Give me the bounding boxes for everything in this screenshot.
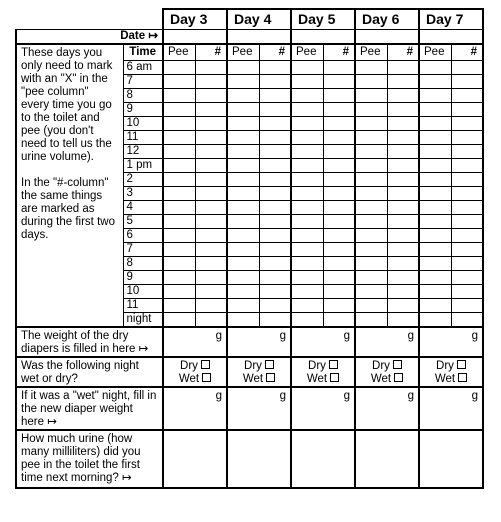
dry-weight-cell[interactable]: g xyxy=(291,327,355,357)
count-entry-cell[interactable] xyxy=(259,298,291,312)
count-entry-cell[interactable] xyxy=(195,242,227,256)
count-entry-cell[interactable] xyxy=(323,88,355,102)
count-entry-cell[interactable] xyxy=(195,214,227,228)
pee-entry-cell[interactable] xyxy=(419,298,451,312)
wet-weight-label: If it was a "wet" night, fill in the new diaper weight here ↦ xyxy=(16,387,163,430)
time-cell: 1 pm xyxy=(123,158,163,172)
corner-blank xyxy=(16,9,163,29)
pee-entry-cell[interactable] xyxy=(419,172,451,186)
pee-entry-cell[interactable] xyxy=(291,270,323,284)
time-cell: 11 xyxy=(123,130,163,144)
count-entry-cell[interactable] xyxy=(387,172,419,186)
dry-checkbox-icon xyxy=(329,360,338,369)
morning-urine-cell[interactable] xyxy=(419,430,483,488)
dry-wet-cell xyxy=(419,357,483,387)
count-entry-cell[interactable] xyxy=(259,130,291,144)
pee-entry-cell[interactable] xyxy=(163,312,195,327)
pee-entry-cell[interactable] xyxy=(163,214,195,228)
pee-entry-cell[interactable] xyxy=(355,74,387,88)
dry-weight-cell[interactable]: g xyxy=(163,327,227,357)
count-entry-cell[interactable] xyxy=(387,102,419,116)
count-entry-cell[interactable] xyxy=(323,186,355,200)
morning-urine-cell[interactable] xyxy=(291,430,355,488)
dry-weight-cell[interactable]: g xyxy=(355,327,419,357)
wet-weight-cell[interactable]: g xyxy=(291,387,355,430)
pee-entry-cell[interactable] xyxy=(355,116,387,130)
pee-entry-cell[interactable] xyxy=(291,88,323,102)
wet-weight-cell[interactable]: g xyxy=(227,387,291,430)
count-entry-cell[interactable] xyxy=(451,172,483,186)
dry-wet-cell xyxy=(355,357,419,387)
pee-entry-cell[interactable] xyxy=(227,242,259,256)
pee-entry-cell[interactable] xyxy=(227,88,259,102)
count-entry-cell[interactable] xyxy=(259,214,291,228)
day-header: Day 5 xyxy=(291,9,355,29)
wet-checkbox-icon xyxy=(458,373,467,382)
dry-option[interactable] xyxy=(228,360,290,373)
count-entry-cell[interactable] xyxy=(195,60,227,74)
count-entry-cell[interactable] xyxy=(387,88,419,102)
count-entry-cell[interactable] xyxy=(259,144,291,158)
count-entry-cell[interactable] xyxy=(195,298,227,312)
table-row xyxy=(16,387,483,430)
dry-label: Dry xyxy=(244,359,262,372)
count-entry-cell[interactable] xyxy=(195,270,227,284)
wet-checkbox-icon xyxy=(202,373,211,382)
count-entry-cell[interactable] xyxy=(451,200,483,214)
table-row xyxy=(16,29,483,44)
count-entry-cell[interactable] xyxy=(451,256,483,270)
count-entry-cell[interactable] xyxy=(387,298,419,312)
count-entry-cell[interactable] xyxy=(323,158,355,172)
pee-entry-cell[interactable] xyxy=(291,214,323,228)
pee-entry-cell[interactable] xyxy=(355,200,387,214)
table-row xyxy=(16,357,483,387)
count-entry-cell[interactable] xyxy=(387,312,419,327)
pee-entry-cell[interactable] xyxy=(227,298,259,312)
pee-entry-cell[interactable] xyxy=(291,284,323,298)
count-entry-cell[interactable] xyxy=(323,144,355,158)
wet-checkbox-icon xyxy=(266,373,275,382)
pee-entry-cell[interactable] xyxy=(291,186,323,200)
pee-entry-cell[interactable] xyxy=(419,186,451,200)
count-entry-cell[interactable] xyxy=(195,200,227,214)
pee-entry-cell[interactable] xyxy=(227,312,259,327)
instructions-count: In the "#-column" the same things are marked as during the first two days. xyxy=(21,177,115,241)
count-entry-cell[interactable] xyxy=(259,102,291,116)
count-entry-cell[interactable] xyxy=(195,312,227,327)
count-entry-cell[interactable] xyxy=(323,228,355,242)
pee-entry-cell[interactable] xyxy=(163,200,195,214)
pee-entry-cell[interactable] xyxy=(227,284,259,298)
table-row xyxy=(16,430,483,488)
time-cell: 2 xyxy=(123,172,163,186)
count-entry-cell[interactable] xyxy=(451,186,483,200)
pee-column-header: Pee xyxy=(291,44,323,60)
date-cell[interactable] xyxy=(355,29,419,44)
pee-column-header: Pee xyxy=(419,44,451,60)
time-cell: 5 xyxy=(123,214,163,228)
dry-option[interactable] xyxy=(356,360,418,373)
dry-option[interactable] xyxy=(164,360,226,373)
count-entry-cell[interactable] xyxy=(195,228,227,242)
count-entry-cell[interactable] xyxy=(387,214,419,228)
count-entry-cell[interactable] xyxy=(259,270,291,284)
pee-entry-cell[interactable] xyxy=(163,228,195,242)
count-entry-cell[interactable] xyxy=(259,88,291,102)
count-entry-cell[interactable] xyxy=(259,228,291,242)
count-entry-cell[interactable] xyxy=(387,228,419,242)
count-entry-cell[interactable] xyxy=(387,116,419,130)
wet-label: Wet xyxy=(242,372,264,385)
pee-entry-cell[interactable] xyxy=(419,116,451,130)
pee-entry-cell[interactable] xyxy=(419,130,451,144)
pee-entry-cell[interactable] xyxy=(419,88,451,102)
wet-option[interactable] xyxy=(420,373,482,386)
pee-entry-cell[interactable] xyxy=(163,270,195,284)
dry-checkbox-icon xyxy=(393,360,402,369)
night-question-label: Was the following night wet or dry? xyxy=(16,357,163,387)
pee-entry-cell[interactable] xyxy=(355,186,387,200)
count-entry-cell[interactable] xyxy=(451,102,483,116)
pee-entry-cell[interactable] xyxy=(227,228,259,242)
time-cell: 7 xyxy=(123,242,163,256)
wet-weight-cell[interactable]: g xyxy=(355,387,419,430)
dry-weight-label: The weight of the dry diapers is filled in here ↦ xyxy=(16,327,163,357)
pee-entry-cell[interactable] xyxy=(355,158,387,172)
count-entry-cell[interactable] xyxy=(195,158,227,172)
table-row xyxy=(16,44,483,60)
count-entry-cell[interactable] xyxy=(195,172,227,186)
count-entry-cell[interactable] xyxy=(323,256,355,270)
pee-entry-cell[interactable] xyxy=(163,172,195,186)
count-entry-cell[interactable] xyxy=(259,186,291,200)
pee-entry-cell[interactable] xyxy=(355,284,387,298)
count-entry-cell[interactable] xyxy=(195,74,227,88)
day-header: Day 4 xyxy=(227,9,291,29)
dry-checkbox-icon xyxy=(201,360,210,369)
time-cell: 6 am xyxy=(123,60,163,74)
pee-entry-cell[interactable] xyxy=(291,116,323,130)
count-entry-cell[interactable] xyxy=(323,102,355,116)
pee-entry-cell[interactable] xyxy=(163,158,195,172)
pee-entry-cell[interactable] xyxy=(163,242,195,256)
count-entry-cell[interactable] xyxy=(387,130,419,144)
count-entry-cell[interactable] xyxy=(259,116,291,130)
pee-entry-cell[interactable] xyxy=(291,228,323,242)
time-cell: 10 xyxy=(123,116,163,130)
pee-entry-cell[interactable] xyxy=(419,256,451,270)
count-entry-cell[interactable] xyxy=(323,242,355,256)
pee-entry-cell[interactable] xyxy=(419,74,451,88)
wet-option[interactable] xyxy=(164,373,226,386)
pee-entry-cell[interactable] xyxy=(355,88,387,102)
day-header: Day 7 xyxy=(419,9,483,29)
pee-entry-cell[interactable] xyxy=(419,270,451,284)
pee-entry-cell[interactable] xyxy=(227,130,259,144)
pee-entry-cell[interactable] xyxy=(291,158,323,172)
morning-urine-cell[interactable] xyxy=(227,430,291,488)
dry-label: Dry xyxy=(372,359,390,372)
count-entry-cell[interactable] xyxy=(387,270,419,284)
pee-entry-cell[interactable] xyxy=(227,60,259,74)
pee-entry-cell[interactable] xyxy=(419,242,451,256)
dry-label: Dry xyxy=(436,359,454,372)
count-entry-cell[interactable] xyxy=(323,130,355,144)
pee-entry-cell[interactable] xyxy=(163,284,195,298)
count-entry-cell[interactable] xyxy=(387,144,419,158)
count-entry-cell[interactable] xyxy=(387,256,419,270)
pee-entry-cell[interactable] xyxy=(355,214,387,228)
count-column-header: # xyxy=(195,44,227,60)
count-column-header: # xyxy=(259,44,291,60)
count-entry-cell[interactable] xyxy=(387,242,419,256)
pee-entry-cell[interactable] xyxy=(355,172,387,186)
pee-entry-cell[interactable] xyxy=(163,60,195,74)
wet-checkbox-icon xyxy=(394,373,403,382)
wet-label: Wet xyxy=(434,372,456,385)
count-column-header: # xyxy=(387,44,419,60)
count-entry-cell[interactable] xyxy=(387,60,419,74)
count-entry-cell[interactable] xyxy=(259,200,291,214)
wet-option[interactable] xyxy=(292,373,354,386)
count-column-header: # xyxy=(451,44,483,60)
pee-entry-cell[interactable] xyxy=(419,214,451,228)
count-entry-cell[interactable] xyxy=(259,74,291,88)
wet-weight-cell[interactable]: g xyxy=(419,387,483,430)
count-entry-cell[interactable] xyxy=(195,130,227,144)
pee-entry-cell[interactable] xyxy=(291,256,323,270)
dry-option[interactable] xyxy=(420,360,482,373)
dry-wet-cell xyxy=(227,357,291,387)
pee-entry-cell[interactable] xyxy=(291,172,323,186)
time-cell: 9 xyxy=(123,102,163,116)
pee-entry-cell[interactable] xyxy=(291,130,323,144)
dry-checkbox-icon xyxy=(457,360,466,369)
dry-checkbox-icon xyxy=(265,360,274,369)
pee-entry-cell[interactable] xyxy=(163,88,195,102)
pee-entry-cell[interactable] xyxy=(291,242,323,256)
instructions-note xyxy=(16,44,123,327)
count-entry-cell[interactable] xyxy=(387,74,419,88)
pee-entry-cell[interactable] xyxy=(419,144,451,158)
day-header: Day 6 xyxy=(355,9,419,29)
wet-label: Wet xyxy=(178,372,200,385)
time-cell: 11 xyxy=(123,298,163,312)
pee-entry-cell[interactable] xyxy=(419,312,451,327)
pee-column-header: Pee xyxy=(355,44,387,60)
time-cell: 9 xyxy=(123,270,163,284)
dry-weight-cell[interactable]: g xyxy=(419,327,483,357)
count-entry-cell[interactable] xyxy=(195,256,227,270)
day-header: Day 3 xyxy=(163,9,227,29)
pee-entry-cell[interactable] xyxy=(419,284,451,298)
count-entry-cell[interactable] xyxy=(451,214,483,228)
dry-weight-cell[interactable]: g xyxy=(227,327,291,357)
pee-entry-cell[interactable] xyxy=(227,74,259,88)
count-entry-cell[interactable] xyxy=(323,200,355,214)
pee-entry-cell[interactable] xyxy=(163,186,195,200)
time-cell: 7 xyxy=(123,74,163,88)
count-entry-cell[interactable] xyxy=(451,60,483,74)
count-entry-cell[interactable] xyxy=(451,284,483,298)
morning-urine-cell[interactable] xyxy=(355,430,419,488)
count-column-header: # xyxy=(323,44,355,60)
count-entry-cell[interactable] xyxy=(195,88,227,102)
pee-entry-cell[interactable] xyxy=(227,116,259,130)
table-row xyxy=(16,327,483,357)
time-cell: 4 xyxy=(123,200,163,214)
count-entry-cell[interactable] xyxy=(323,270,355,284)
pee-entry-cell[interactable] xyxy=(163,144,195,158)
pee-entry-cell[interactable] xyxy=(419,228,451,242)
count-entry-cell[interactable] xyxy=(451,158,483,172)
count-entry-cell[interactable] xyxy=(195,116,227,130)
wet-label: Wet xyxy=(370,372,392,385)
pee-entry-cell[interactable] xyxy=(227,158,259,172)
count-entry-cell[interactable] xyxy=(259,172,291,186)
pee-entry-cell[interactable] xyxy=(419,158,451,172)
date-label: Date ↦ xyxy=(16,29,163,44)
pee-column-header: Pee xyxy=(227,44,259,60)
wet-option[interactable] xyxy=(228,373,290,386)
time-cell: 8 xyxy=(123,256,163,270)
pee-entry-cell[interactable] xyxy=(163,74,195,88)
count-entry-cell[interactable] xyxy=(323,60,355,74)
morning-urine-cell[interactable] xyxy=(163,430,227,488)
pee-entry-cell[interactable] xyxy=(291,312,323,327)
instructions-pee: These days you only need to mark with an "X" in the "pee column" every time you go to the toilet and pee (you don't need to tell us the urine volume). xyxy=(21,47,113,163)
count-entry-cell[interactable] xyxy=(195,284,227,298)
pee-entry-cell[interactable] xyxy=(227,214,259,228)
count-entry-cell[interactable] xyxy=(323,298,355,312)
pee-entry-cell[interactable] xyxy=(227,256,259,270)
count-entry-cell[interactable] xyxy=(387,284,419,298)
count-entry-cell[interactable] xyxy=(323,172,355,186)
pee-entry-cell[interactable] xyxy=(355,298,387,312)
date-cell[interactable] xyxy=(419,29,483,44)
dry-option[interactable] xyxy=(292,360,354,373)
time-header: Time xyxy=(123,44,163,60)
pee-entry-cell[interactable] xyxy=(227,200,259,214)
date-cell[interactable] xyxy=(291,29,355,44)
wet-label: Wet xyxy=(306,372,328,385)
pee-entry-cell[interactable] xyxy=(419,200,451,214)
pee-column-header: Pee xyxy=(163,44,195,60)
pee-entry-cell[interactable] xyxy=(227,186,259,200)
pee-entry-cell[interactable] xyxy=(291,60,323,74)
pee-entry-cell[interactable] xyxy=(227,144,259,158)
count-entry-cell[interactable] xyxy=(451,228,483,242)
count-entry-cell[interactable] xyxy=(259,60,291,74)
count-entry-cell[interactable] xyxy=(451,88,483,102)
wet-weight-cell[interactable]: g xyxy=(163,387,227,430)
date-cell[interactable] xyxy=(227,29,291,44)
count-entry-cell[interactable] xyxy=(451,116,483,130)
count-entry-cell[interactable] xyxy=(387,158,419,172)
time-cell: night xyxy=(123,312,163,327)
count-entry-cell[interactable] xyxy=(451,74,483,88)
dry-label: Dry xyxy=(308,359,326,372)
pee-entry-cell[interactable] xyxy=(291,74,323,88)
pee-entry-cell[interactable] xyxy=(355,270,387,284)
voiding-diary-table xyxy=(15,8,484,489)
pee-entry-cell[interactable] xyxy=(355,60,387,74)
time-cell: 6 xyxy=(123,228,163,242)
pee-entry-cell[interactable] xyxy=(355,144,387,158)
count-entry-cell[interactable] xyxy=(323,74,355,88)
count-entry-cell[interactable] xyxy=(195,144,227,158)
pee-entry-cell[interactable] xyxy=(291,102,323,116)
count-entry-cell[interactable] xyxy=(259,312,291,327)
wet-checkbox-icon xyxy=(330,373,339,382)
count-entry-cell[interactable] xyxy=(259,256,291,270)
morning-urine-label: How much urine (how many milliliters) did you pee in the toilet the first time next morning? ↦ xyxy=(16,430,163,488)
dry-wet-cell xyxy=(163,357,227,387)
pee-entry-cell[interactable] xyxy=(163,256,195,270)
count-entry-cell[interactable] xyxy=(451,312,483,327)
count-entry-cell[interactable] xyxy=(451,298,483,312)
count-entry-cell[interactable] xyxy=(323,116,355,130)
table-row xyxy=(16,9,483,29)
count-entry-cell[interactable] xyxy=(259,284,291,298)
count-entry-cell[interactable] xyxy=(323,284,355,298)
wet-option[interactable] xyxy=(356,373,418,386)
count-entry-cell[interactable] xyxy=(387,200,419,214)
count-entry-cell[interactable] xyxy=(387,186,419,200)
dry-wet-cell xyxy=(291,357,355,387)
count-entry-cell[interactable] xyxy=(259,242,291,256)
pee-entry-cell[interactable] xyxy=(355,312,387,327)
count-entry-cell[interactable] xyxy=(323,214,355,228)
count-entry-cell[interactable] xyxy=(195,186,227,200)
pee-entry-cell[interactable] xyxy=(163,298,195,312)
pee-entry-cell[interactable] xyxy=(163,130,195,144)
pee-entry-cell[interactable] xyxy=(227,102,259,116)
pee-entry-cell[interactable] xyxy=(355,130,387,144)
pee-entry-cell[interactable] xyxy=(163,116,195,130)
pee-entry-cell[interactable] xyxy=(291,200,323,214)
count-entry-cell[interactable] xyxy=(451,270,483,284)
time-cell: 10 xyxy=(123,284,163,298)
time-cell: 3 xyxy=(123,186,163,200)
count-entry-cell[interactable] xyxy=(451,144,483,158)
time-cell: 8 xyxy=(123,88,163,102)
count-entry-cell[interactable] xyxy=(323,312,355,327)
pee-entry-cell[interactable] xyxy=(355,102,387,116)
count-entry-cell[interactable] xyxy=(259,158,291,172)
pee-entry-cell[interactable] xyxy=(355,228,387,242)
time-cell: 12 xyxy=(123,144,163,158)
dry-label: Dry xyxy=(180,359,198,372)
pee-entry-cell[interactable] xyxy=(355,242,387,256)
pee-entry-cell[interactable] xyxy=(291,298,323,312)
date-cell[interactable] xyxy=(163,29,227,44)
pee-entry-cell[interactable] xyxy=(419,60,451,74)
pee-entry-cell[interactable] xyxy=(163,102,195,116)
pee-entry-cell[interactable] xyxy=(291,144,323,158)
pee-entry-cell[interactable] xyxy=(355,256,387,270)
count-entry-cell[interactable] xyxy=(195,102,227,116)
pee-entry-cell[interactable] xyxy=(419,102,451,116)
pee-entry-cell[interactable] xyxy=(227,172,259,186)
count-entry-cell[interactable] xyxy=(451,130,483,144)
pee-entry-cell[interactable] xyxy=(227,270,259,284)
count-entry-cell[interactable] xyxy=(451,242,483,256)
